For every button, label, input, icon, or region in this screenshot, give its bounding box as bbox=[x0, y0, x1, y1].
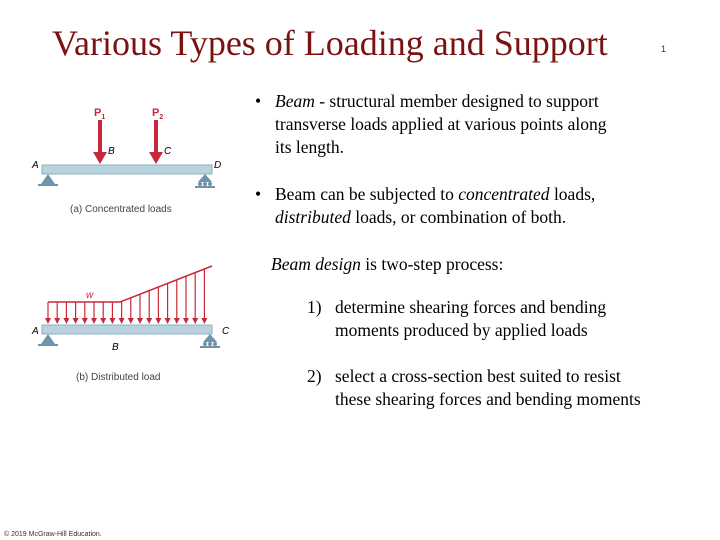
step-1: 1) determine shearing forces and bending moments produced by applied loads bbox=[307, 297, 607, 340]
load-arrow-head bbox=[119, 318, 125, 324]
load-arrow-head bbox=[128, 318, 134, 324]
distributed-load-figure bbox=[28, 258, 248, 388]
label-a: A bbox=[32, 160, 39, 171]
label-b: B bbox=[108, 146, 115, 157]
load-arrow-p1 bbox=[93, 120, 107, 164]
load-arrow-head bbox=[174, 318, 180, 324]
load-arrow-head bbox=[100, 318, 106, 324]
pin-support-a bbox=[41, 174, 55, 184]
figure-a-caption: (a) Concentrated loads bbox=[70, 204, 172, 215]
concentrated-loads-figure bbox=[28, 98, 248, 223]
load-arrow-head bbox=[183, 318, 189, 324]
load-arrow-head bbox=[137, 318, 143, 324]
load-arrow-head bbox=[63, 318, 69, 324]
load-arrow-head bbox=[192, 318, 198, 324]
load-arrow-p2 bbox=[149, 120, 163, 164]
figure-b-caption: (b) Distributed load bbox=[76, 372, 161, 383]
beam-design-line: Beam design is two-step process: bbox=[271, 254, 504, 274]
load-arrow-head bbox=[165, 318, 171, 324]
pin-support-b bbox=[41, 334, 55, 344]
label-w: w bbox=[86, 290, 94, 301]
slide-title: Various Types of Loading and Support bbox=[52, 23, 608, 63]
label-a: A bbox=[32, 326, 39, 337]
label-p1: $P_1$ bbox=[94, 107, 106, 121]
roller-support-a bbox=[195, 174, 215, 187]
load-arrow-head bbox=[45, 318, 51, 324]
label-d: D bbox=[214, 160, 222, 171]
bullet-dot: • bbox=[255, 91, 262, 111]
beam-a bbox=[42, 165, 212, 174]
bullet-beam-loads: • Beam can be subjected to concentrated loads, distributed loads, or combination of both. bbox=[255, 184, 596, 227]
load-arrow-head bbox=[201, 318, 207, 324]
load-arrow-head bbox=[82, 318, 88, 324]
load-profile-line bbox=[48, 266, 212, 302]
copyright-footer: © 2019 McGraw-Hill Education. bbox=[4, 531, 102, 538]
label-b: B bbox=[112, 342, 119, 353]
load-arrow-head bbox=[73, 318, 79, 324]
bullet-dot: • bbox=[255, 184, 262, 204]
distributed-load-arrows bbox=[45, 266, 212, 324]
load-arrow-head bbox=[54, 318, 60, 324]
load-arrow-head bbox=[146, 318, 152, 324]
step-2: 2) select a cross-section best suited to resist these shearing forces and bending moments bbox=[307, 366, 641, 409]
label-p2: $P_2$ bbox=[152, 107, 164, 121]
load-arrow-head bbox=[155, 318, 161, 324]
load-arrow-head bbox=[91, 318, 97, 324]
bullet-beam-definition: • Beam - structural member designed to support transverse loads applied at various points along its length. bbox=[255, 91, 607, 157]
beam-b bbox=[42, 325, 212, 334]
slide-number: 1 bbox=[661, 44, 667, 54]
label-c: C bbox=[222, 326, 230, 337]
load-arrow-head bbox=[109, 318, 115, 324]
roller-support-b bbox=[200, 334, 220, 347]
label-c: C bbox=[164, 146, 172, 157]
